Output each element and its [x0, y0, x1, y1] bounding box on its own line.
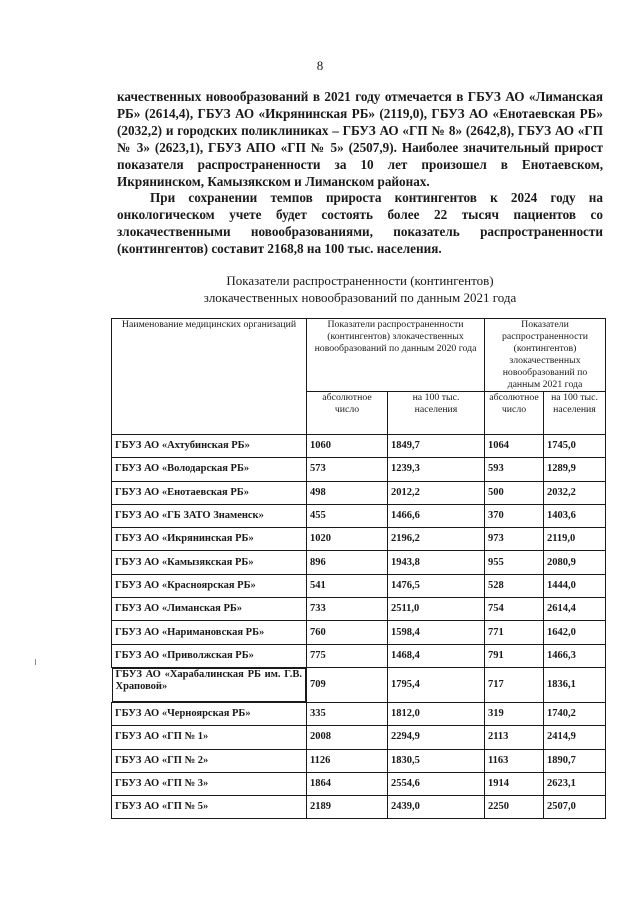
absolute-count-2020: 1060: [307, 435, 388, 458]
prevalence-table-header: [112, 319, 606, 435]
rate-per-100k-2021: 2080,9: [544, 551, 606, 574]
table-row: [112, 598, 606, 621]
prevalence-table: [111, 318, 606, 819]
organization-name: ГБУЗ АО «Черноярская РБ»: [112, 702, 307, 725]
header-organization: Наименование медицинских организаций: [112, 319, 307, 435]
organization-name: ГБУЗ АО «Камызякская РБ»: [112, 551, 307, 574]
absolute-count-2021: 1914: [485, 772, 544, 795]
table-caption-line-2: злокачественных новообразований по данным 2021 года: [203, 290, 517, 305]
table-row: [112, 749, 606, 772]
rate-per-100k-2020: 1598,4: [388, 621, 485, 644]
rate-per-100k-2020: 2554,6: [388, 772, 485, 795]
table-row: [112, 796, 606, 819]
absolute-count-2021: 771: [485, 621, 544, 644]
absolute-count-2021: 2250: [485, 796, 544, 819]
absolute-count-2020: 1020: [307, 528, 388, 551]
rate-per-100k-2021: 2507,0: [544, 796, 606, 819]
rate-per-100k-2020: 1812,0: [388, 702, 485, 725]
organization-name: ГБУЗ АО «ГП № 3»: [112, 772, 307, 795]
rate-per-100k-2020: 1239,3: [388, 458, 485, 481]
organization-name: ГБУЗ АО «ГБ ЗАТО Знаменск»: [112, 504, 307, 527]
table-row: [112, 435, 606, 458]
rate-per-100k-2020: 1795,4: [388, 667, 485, 702]
rate-per-100k-2021: 1403,6: [544, 504, 606, 527]
table-row: [112, 481, 606, 504]
absolute-count-2021: 528: [485, 574, 544, 597]
organization-name: ГБУЗ АО «Енотаевская РБ»: [112, 481, 307, 504]
absolute-count-2021: 955: [485, 551, 544, 574]
table-row: [112, 726, 606, 749]
header-per100k-2020: на 100 тыс. населения: [388, 392, 485, 435]
absolute-count-2020: 733: [307, 598, 388, 621]
absolute-count-2021: 319: [485, 702, 544, 725]
table-row: [112, 458, 606, 481]
rate-per-100k-2020: 2439,0: [388, 796, 485, 819]
rate-per-100k-2021: 2623,1: [544, 772, 606, 795]
table-row: [112, 551, 606, 574]
rate-per-100k-2020: 2294,9: [388, 726, 485, 749]
rate-per-100k-2021: 1642,0: [544, 621, 606, 644]
organization-name: ГБУЗ АО «ГП № 1»: [112, 726, 307, 749]
absolute-count-2020: 498: [307, 481, 388, 504]
rate-per-100k-2021: 2414,9: [544, 726, 606, 749]
rate-per-100k-2021: 1466,3: [544, 644, 606, 667]
rate-per-100k-2020: 1476,5: [388, 574, 485, 597]
table-row: [112, 528, 606, 551]
rate-per-100k-2020: 1849,7: [388, 435, 485, 458]
absolute-count-2021: 593: [485, 458, 544, 481]
absolute-count-2020: 2008: [307, 726, 388, 749]
rate-per-100k-2020: 2012,2: [388, 481, 485, 504]
rate-per-100k-2021: 1836,1: [544, 667, 606, 702]
header-per100k-2021: на 100 тыс. населения: [544, 392, 606, 435]
absolute-count-2020: 573: [307, 458, 388, 481]
absolute-count-2021: 1064: [485, 435, 544, 458]
absolute-count-2020: 1126: [307, 749, 388, 772]
organization-name: ГБУЗ АО «Приволжская РБ»: [112, 644, 307, 667]
organization-name: ГБУЗ АО «Красноярская РБ»: [112, 574, 307, 597]
rate-per-100k-2021: 1289,9: [544, 458, 606, 481]
organization-name: ГБУЗ АО «Наримановская РБ»: [112, 621, 307, 644]
organization-name: ГБУЗ АО «Икрянинская РБ»: [112, 528, 307, 551]
table-row: [112, 644, 606, 667]
header-absolute-2021: абсолютное число: [485, 392, 544, 435]
header-group-2020: Показатели распространенности (контингентов) злокачественных новообразований по данным 2020 года: [307, 319, 485, 392]
absolute-count-2020: 455: [307, 504, 388, 527]
table-caption: [117, 272, 603, 306]
organization-name: ГБУЗ АО «Лиманская РБ»: [112, 598, 307, 621]
table-row: [112, 504, 606, 527]
absolute-count-2020: 760: [307, 621, 388, 644]
table-row: [112, 772, 606, 795]
organization-name: ГБУЗ АО «Харабалинская РБ им. Г.В. Храповой»: [112, 668, 307, 702]
absolute-count-2020: 541: [307, 574, 388, 597]
page-number: 8: [316, 58, 324, 73]
organization-name: ГБУЗ АО «ГП № 2»: [112, 749, 307, 772]
absolute-count-2020: 896: [307, 551, 388, 574]
absolute-count-2021: 973: [485, 528, 544, 551]
rate-per-100k-2021: 2614,4: [544, 598, 606, 621]
absolute-count-2021: 791: [485, 644, 544, 667]
table-caption-line-1: Показатели распространенности (контингентов): [226, 273, 494, 288]
header-group-2021: Показатели распространенности (контингентов) злокачественных новообразований по данным 2021 года: [485, 319, 606, 392]
rate-per-100k-2021: 2119,0: [544, 528, 606, 551]
table-row: [112, 702, 606, 725]
absolute-count-2021: 2113: [485, 726, 544, 749]
absolute-count-2021: 754: [485, 598, 544, 621]
table-row: [112, 667, 606, 702]
absolute-count-2020: 775: [307, 644, 388, 667]
organization-name: ГБУЗ АО «Володарская РБ»: [112, 458, 307, 481]
header-row-top: [112, 319, 606, 392]
absolute-count-2020: 335: [307, 702, 388, 725]
absolute-count-2021: 1163: [485, 749, 544, 772]
rate-per-100k-2020: 2511,0: [388, 598, 485, 621]
rate-per-100k-2020: 2196,2: [388, 528, 485, 551]
rate-per-100k-2020: 1830,5: [388, 749, 485, 772]
absolute-count-2021: 717: [485, 667, 544, 702]
rate-per-100k-2021: 1740,2: [544, 702, 606, 725]
absolute-count-2021: 370: [485, 504, 544, 527]
paragraph-forecast-2024: При сохранении темпов прироста контингентов к 2024 году на онкологическом учете будет состоять более 22 тысяч пациентов со злокачественными новообразованиями, показатель распространенности (контингентов) составит 2168,8 на 100 тыс. населения.: [117, 190, 603, 256]
rate-per-100k-2021: 1745,0: [544, 435, 606, 458]
organization-name: ГБУЗ АО «ГП № 5»: [112, 796, 307, 819]
rate-per-100k-2021: 1890,7: [544, 749, 606, 772]
prevalence-table-body: [112, 435, 606, 819]
paragraph-prevalence-2021: качественных новообразований в 2021 году отмечается в ГБУЗ АО «Лиманская РБ» (2614,4), ГБУЗ АО «Икрянинская РБ» (2119,0), ГБУЗ АО «Енотаевская РБ» (2032,2) и городских поликлиниках – ГБУЗ АО «ГП № 8» (2642,8), ГБУЗ АО «ГП № 3» (2623,1), ГБУЗ АПО «ГП № 5» (2507,9). Наиболее значительный прирост показателя распространенности за 10 лет произошел в Енотаевском, Икрянинском, Камызякском и Лиманском районах.: [117, 89, 603, 189]
absolute-count-2020: 709: [307, 667, 388, 702]
table-row: [112, 574, 606, 597]
rate-per-100k-2020: 1943,8: [388, 551, 485, 574]
organization-name: ГБУЗ АО «Ахтубинская РБ»: [112, 435, 307, 458]
header-absolute-2020: абсолютное число: [307, 392, 388, 435]
rate-per-100k-2021: 1444,0: [544, 574, 606, 597]
rate-per-100k-2021: 2032,2: [544, 481, 606, 504]
rate-per-100k-2020: 1468,4: [388, 644, 485, 667]
table-row: [112, 621, 606, 644]
scan-speck: [35, 659, 36, 665]
rate-per-100k-2020: 1466,6: [388, 504, 485, 527]
absolute-count-2020: 1864: [307, 772, 388, 795]
absolute-count-2021: 500: [485, 481, 544, 504]
absolute-count-2020: 2189: [307, 796, 388, 819]
